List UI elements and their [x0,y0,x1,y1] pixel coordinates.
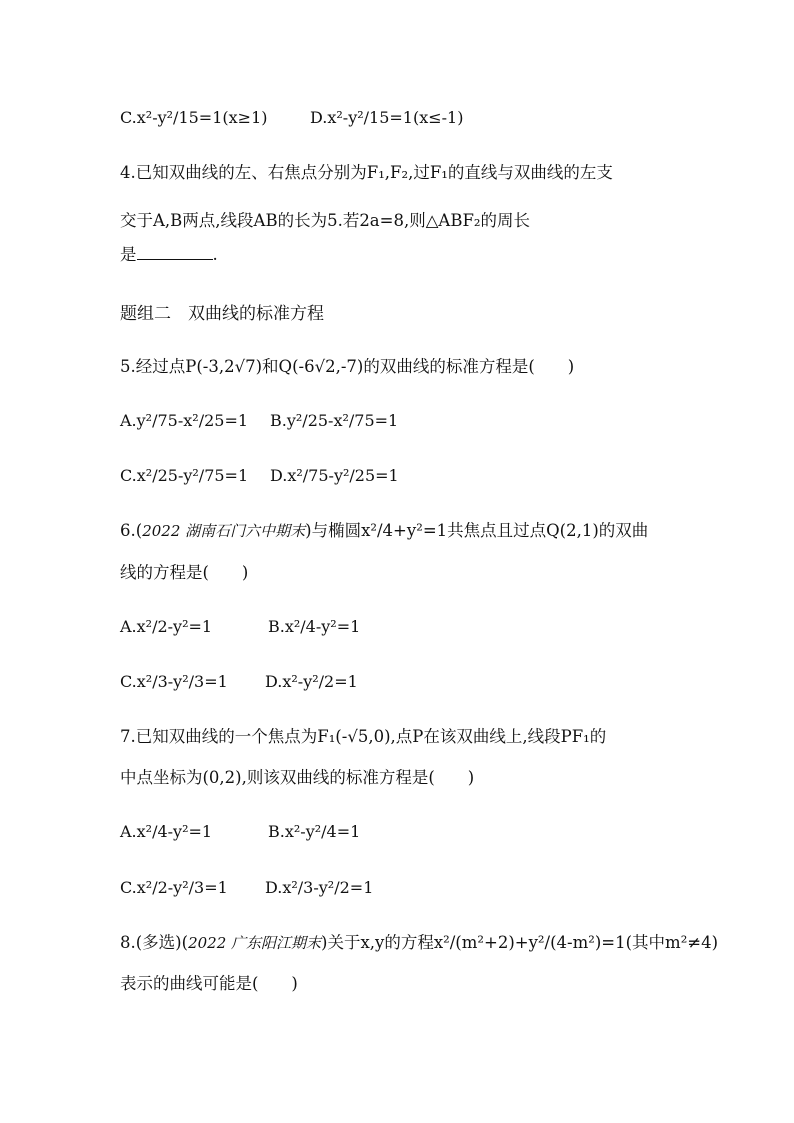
q6-source: 2022 湖南石门六中期末 [142,522,306,540]
q7-option-d: D.x²/3-y²/2=1 [265,878,374,897]
q7-option-a: A.x²/4-y²=1 [120,822,213,841]
q7-option-c: C.x²/2-y²/3=1 [120,878,228,897]
q5-option-a: A.y²/75-x²/25=1 [120,411,249,430]
q4-line3-prefix: 是 [120,245,137,264]
q4-line1: 4.已知双曲线的左、右焦点分别为F₁,F₂,过F₁的直线与双曲线的左支 [120,163,613,182]
q6-stem-rest: )与椭圆x²/4+y²=1共焦点且过点Q(2,1)的双曲 [305,521,649,540]
section-title: 题组二 双曲线的标准方程 [120,304,324,324]
q8-line1 [120,932,718,954]
q6-option-d: D.x²-y²/2=1 [265,672,358,691]
q5-option-d: D.x²/75-y²/25=1 [270,466,399,485]
q5-option-c: C.x²/25-y²/75=1 [120,466,249,485]
q5-option-b: B.y²/25-x²/75=1 [270,411,399,430]
q3-option-c: C.x²-y²/15=1(x≥1) [120,108,268,127]
q8-prefix: 8.(多选)( [120,933,189,952]
q8-source: 2022 广东阳江期末 [188,934,322,952]
q6-line2: 线的方程是( ) [120,563,249,582]
q7-line1: 7.已知双曲线的一个焦点为F₁(-√5,0),点P在该双曲线上,线段PF₁的 [120,727,607,746]
q6-option-c: C.x²/3-y²/3=1 [120,672,228,691]
q7-option-b: B.x²-y²/4=1 [268,822,361,841]
q5-stem: 5.经过点P(-3,2√7)和Q(-6√2,-7)的双曲线的标准方程是( ) [120,357,575,376]
q8-stem-rest: )关于x,y的方程x²/(m²+2)+y²/(4-m²)=1(其中m²≠4) [321,933,719,952]
q4-line3 [120,244,218,266]
q7-line2: 中点坐标为(0,2),则该双曲线的标准方程是( ) [120,768,475,787]
q8-line2: 表示的曲线可能是( ) [120,974,298,993]
q6-line1 [120,520,648,542]
q6-option-b: B.x²/4-y²=1 [268,617,361,636]
q6-option-a: A.x²/2-y²=1 [120,617,213,636]
q4-line2: 交于A,B两点,线段AB的长为5.若2a=8,则△ABF₂的周长 [120,211,531,230]
q3-option-d: D.x²-y²/15=1(x≤-1) [310,108,464,127]
answer-blank [137,245,213,260]
q6-prefix: 6.( [120,521,143,540]
q4-line3-suffix: . [212,245,218,264]
